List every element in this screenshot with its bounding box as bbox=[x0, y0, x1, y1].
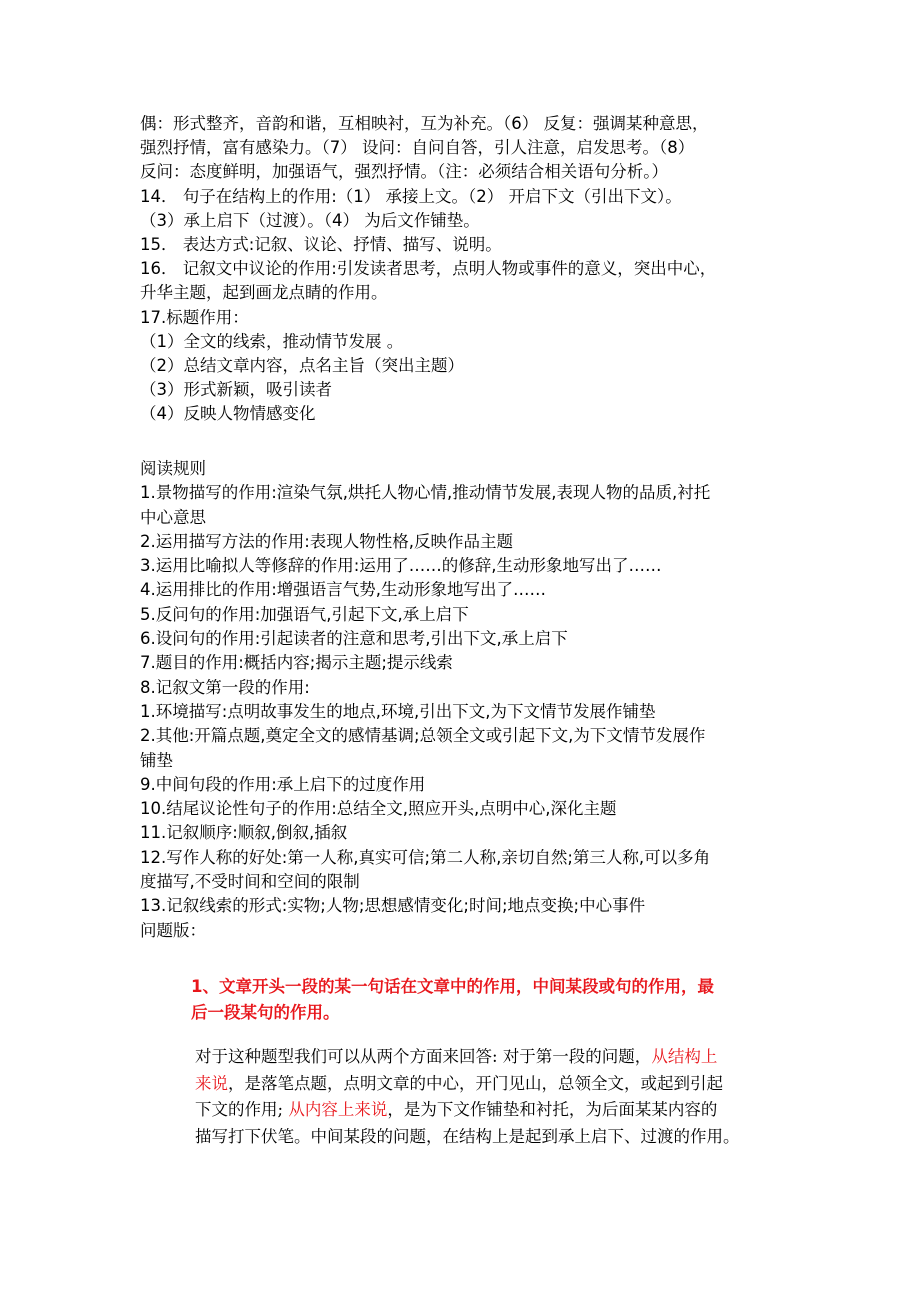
question-heading bbox=[191, 974, 791, 1026]
answer-text: 对于这种题型我们可以从两个方面来回答: 对于第一段的问题， bbox=[195, 1047, 652, 1066]
answer-text: ，是落笔点题，点明文章的中心，开门见山，总领全文，或起到引起 bbox=[228, 1073, 723, 1093]
text-line: 7.题目的作用:概括内容;揭示主题;提示线索 bbox=[140, 653, 453, 673]
highlight-content: 从内容上来说 bbox=[288, 1100, 388, 1119]
text-line: 1.环境描写:点明故事发生的地点,环境,引出下文,为下文情节发展作铺垫 bbox=[140, 701, 656, 721]
reading-rules-section bbox=[140, 457, 790, 943]
text-line: 10.结尾议论性句子的作用:总结全文,照应开头,点明中心,深化主题 bbox=[140, 799, 617, 819]
text-line: （1）全文的线索，推动情节发展 。 bbox=[140, 331, 404, 351]
question-line: 后一段某句的作用。 bbox=[191, 1003, 340, 1022]
text-line: 5.反问句的作用:加强语气,引起下文,承上启下 bbox=[140, 604, 469, 624]
text-line: 12.写作人称的好处:第一人称,真实可信;第二人称,亲切自然;第三人称,可以多角 bbox=[140, 847, 711, 867]
text-line: 反问：态度鲜明，加强语气，强烈抒情。（注：必须结合相关语句分析。） bbox=[140, 162, 668, 182]
text-line: 14． 句子在结构上的作用:（1） 承接上文。（2） 开启下文（引出下文）。 bbox=[140, 186, 682, 206]
text-line: 2.其他:开篇点题,奠定全文的感情基调;总领全文或引起下文,为下文情节发展作 bbox=[140, 726, 706, 746]
answer-line: 描写打下伏笔。中间某段的问题，在结构上是起到承上启下、过渡的作用。 bbox=[195, 1126, 740, 1146]
text-line: 8.记叙文第一段的作用: bbox=[140, 677, 310, 697]
text-line: 17.标题作用： bbox=[140, 307, 249, 327]
text-line: 4.运用排比的作用:增强语言气势,生动形象地写出了…… bbox=[140, 580, 547, 600]
text-line: 偶：形式整齐，音韵和谐，互相映衬，互为补充。（6） 反复：强调某种意思， bbox=[140, 114, 709, 133]
text-line: 强烈抒情，富有感染力。（7） 设问：自问自答，引人注意，启发思考。（8） bbox=[140, 138, 695, 158]
text-line: 11.记叙顺序:顺叙,倒叙,插叙 bbox=[140, 823, 348, 843]
answer-line bbox=[195, 1097, 795, 1124]
text-line: 升华主题，起到画龙点睛的作用。 bbox=[140, 283, 388, 303]
text-line: 13.记叙线索的形式:实物;人物;思想感情变化;时间;地点变换;中心事件 bbox=[140, 896, 646, 916]
text-line: 中心意思 bbox=[140, 507, 206, 527]
text-line: 6.设问句的作用:引起读者的注意和思考,引出下文,承上启下 bbox=[140, 629, 568, 649]
question-line: 1、文章开头一段的某一句话在文章中的作用，中间某段或句的作用，最 bbox=[191, 977, 714, 996]
text-line: 铺垫 bbox=[140, 750, 173, 770]
text-line: 问题版： bbox=[140, 920, 206, 940]
answer-line bbox=[195, 1044, 795, 1071]
text-line: （2）总结文章内容，点名主旨（突出主题） bbox=[140, 356, 464, 376]
highlight-structure-end: 来说 bbox=[195, 1073, 228, 1093]
rhetoric-notes-section bbox=[140, 112, 790, 427]
answer-line bbox=[195, 1071, 795, 1098]
section-heading: 阅读规则 bbox=[140, 459, 206, 478]
text-line: （4）反映人物情感变化 bbox=[140, 404, 316, 424]
text-line: 1.景物描写的作用:渲染气氛,烘托人物心情,推动情节发展,表现人物的品质,衬托 bbox=[140, 483, 711, 503]
text-line: 度描写,不受时间和空间的限制 bbox=[140, 872, 360, 892]
answer-text: ，是为下文作铺垫和衬托，为后面某某内容的 bbox=[387, 1100, 718, 1119]
text-line: 2.运用描写方法的作用:表现人物性格,反映作品主题 bbox=[140, 531, 514, 551]
text-line: 9.中间句段的作用:承上启下的过度作用 bbox=[140, 774, 426, 794]
text-line: （3）形式新颖，吸引读者 bbox=[140, 380, 332, 400]
text-line: 16． 记叙文中议论的作用:引发读者思考，点明人物或事件的意义，突出中心， bbox=[140, 259, 717, 279]
answer-paragraph bbox=[195, 1044, 795, 1150]
text-line: （3）承上启下（过渡）。（4） 为后文作铺垫。 bbox=[140, 210, 480, 230]
highlight-structure: 从结构上 bbox=[651, 1047, 718, 1066]
text-line: 3.运用比喻拟人等修辞的作用:运用了……的修辞,生动形象地写出了…… bbox=[140, 556, 662, 576]
answer-text: 下文的作用; bbox=[195, 1100, 289, 1119]
text-line: 15． 表达方式:记叙、议论、抒情、描写、说明。 bbox=[140, 235, 502, 255]
